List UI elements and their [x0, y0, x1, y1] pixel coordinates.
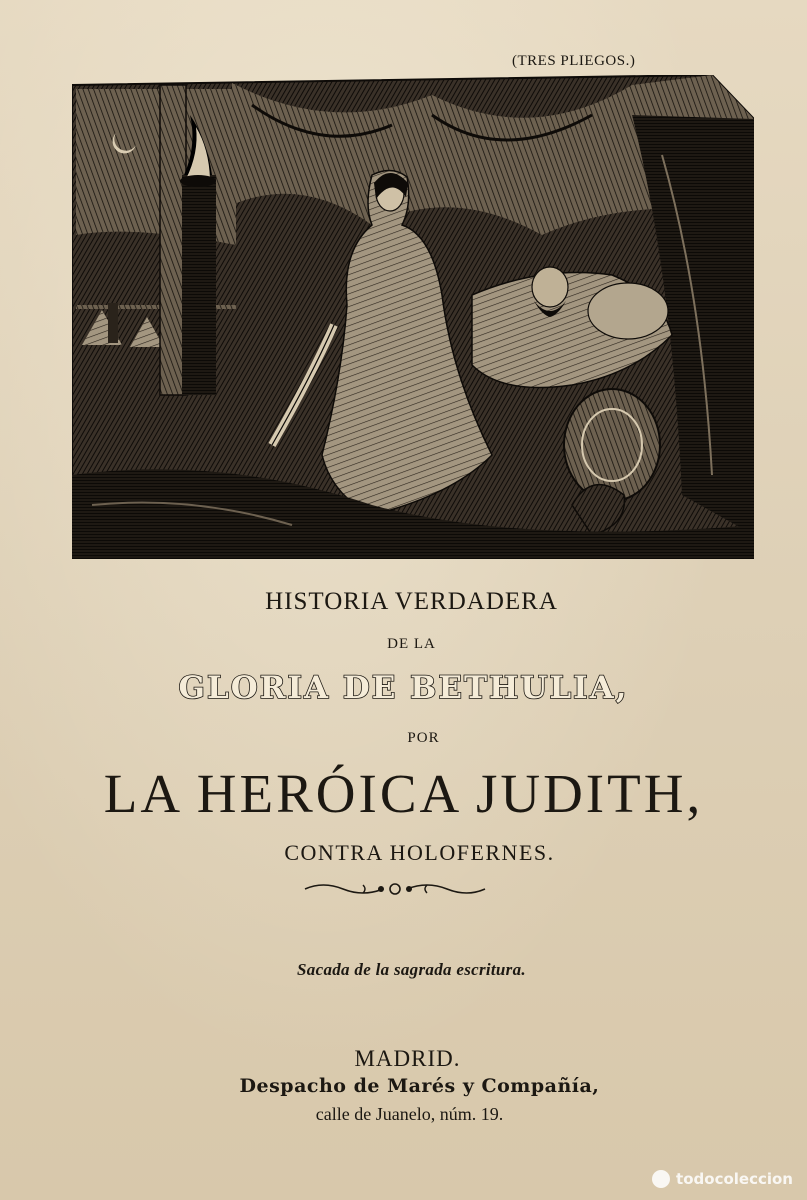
plate-label: (TRES PLIEGOS.): [512, 53, 636, 69]
imprint-city: MADRID.: [354, 1046, 461, 1071]
ornament-divider-icon: [303, 879, 487, 899]
title-por: POR: [407, 730, 440, 746]
watermark: [652, 1170, 793, 1188]
title-historia-verdadera: HISTORIA VERDADERA: [265, 588, 558, 615]
title-contra-holofernes: CONTRA HOLOFERNES.: [284, 840, 555, 865]
watermark-logo-icon: [652, 1170, 670, 1188]
title-de-la: DE LA: [387, 636, 436, 652]
title-la-heroica-judith: LA HERÓICA JUDITH,: [103, 763, 704, 824]
woodcut-illustration: [72, 75, 754, 559]
subtitle: Sacada de la sagrada escritura.: [297, 960, 526, 979]
imprint-publisher: Despacho de Marés y Compañía,: [239, 1075, 600, 1097]
title-gloria-de-bethulia: GLORIA DE BETHULIA,: [178, 670, 629, 706]
watermark-text: todocoleccion: [676, 1170, 793, 1188]
imprint-address: calle de Juanelo, núm. 19.: [315, 1104, 504, 1124]
